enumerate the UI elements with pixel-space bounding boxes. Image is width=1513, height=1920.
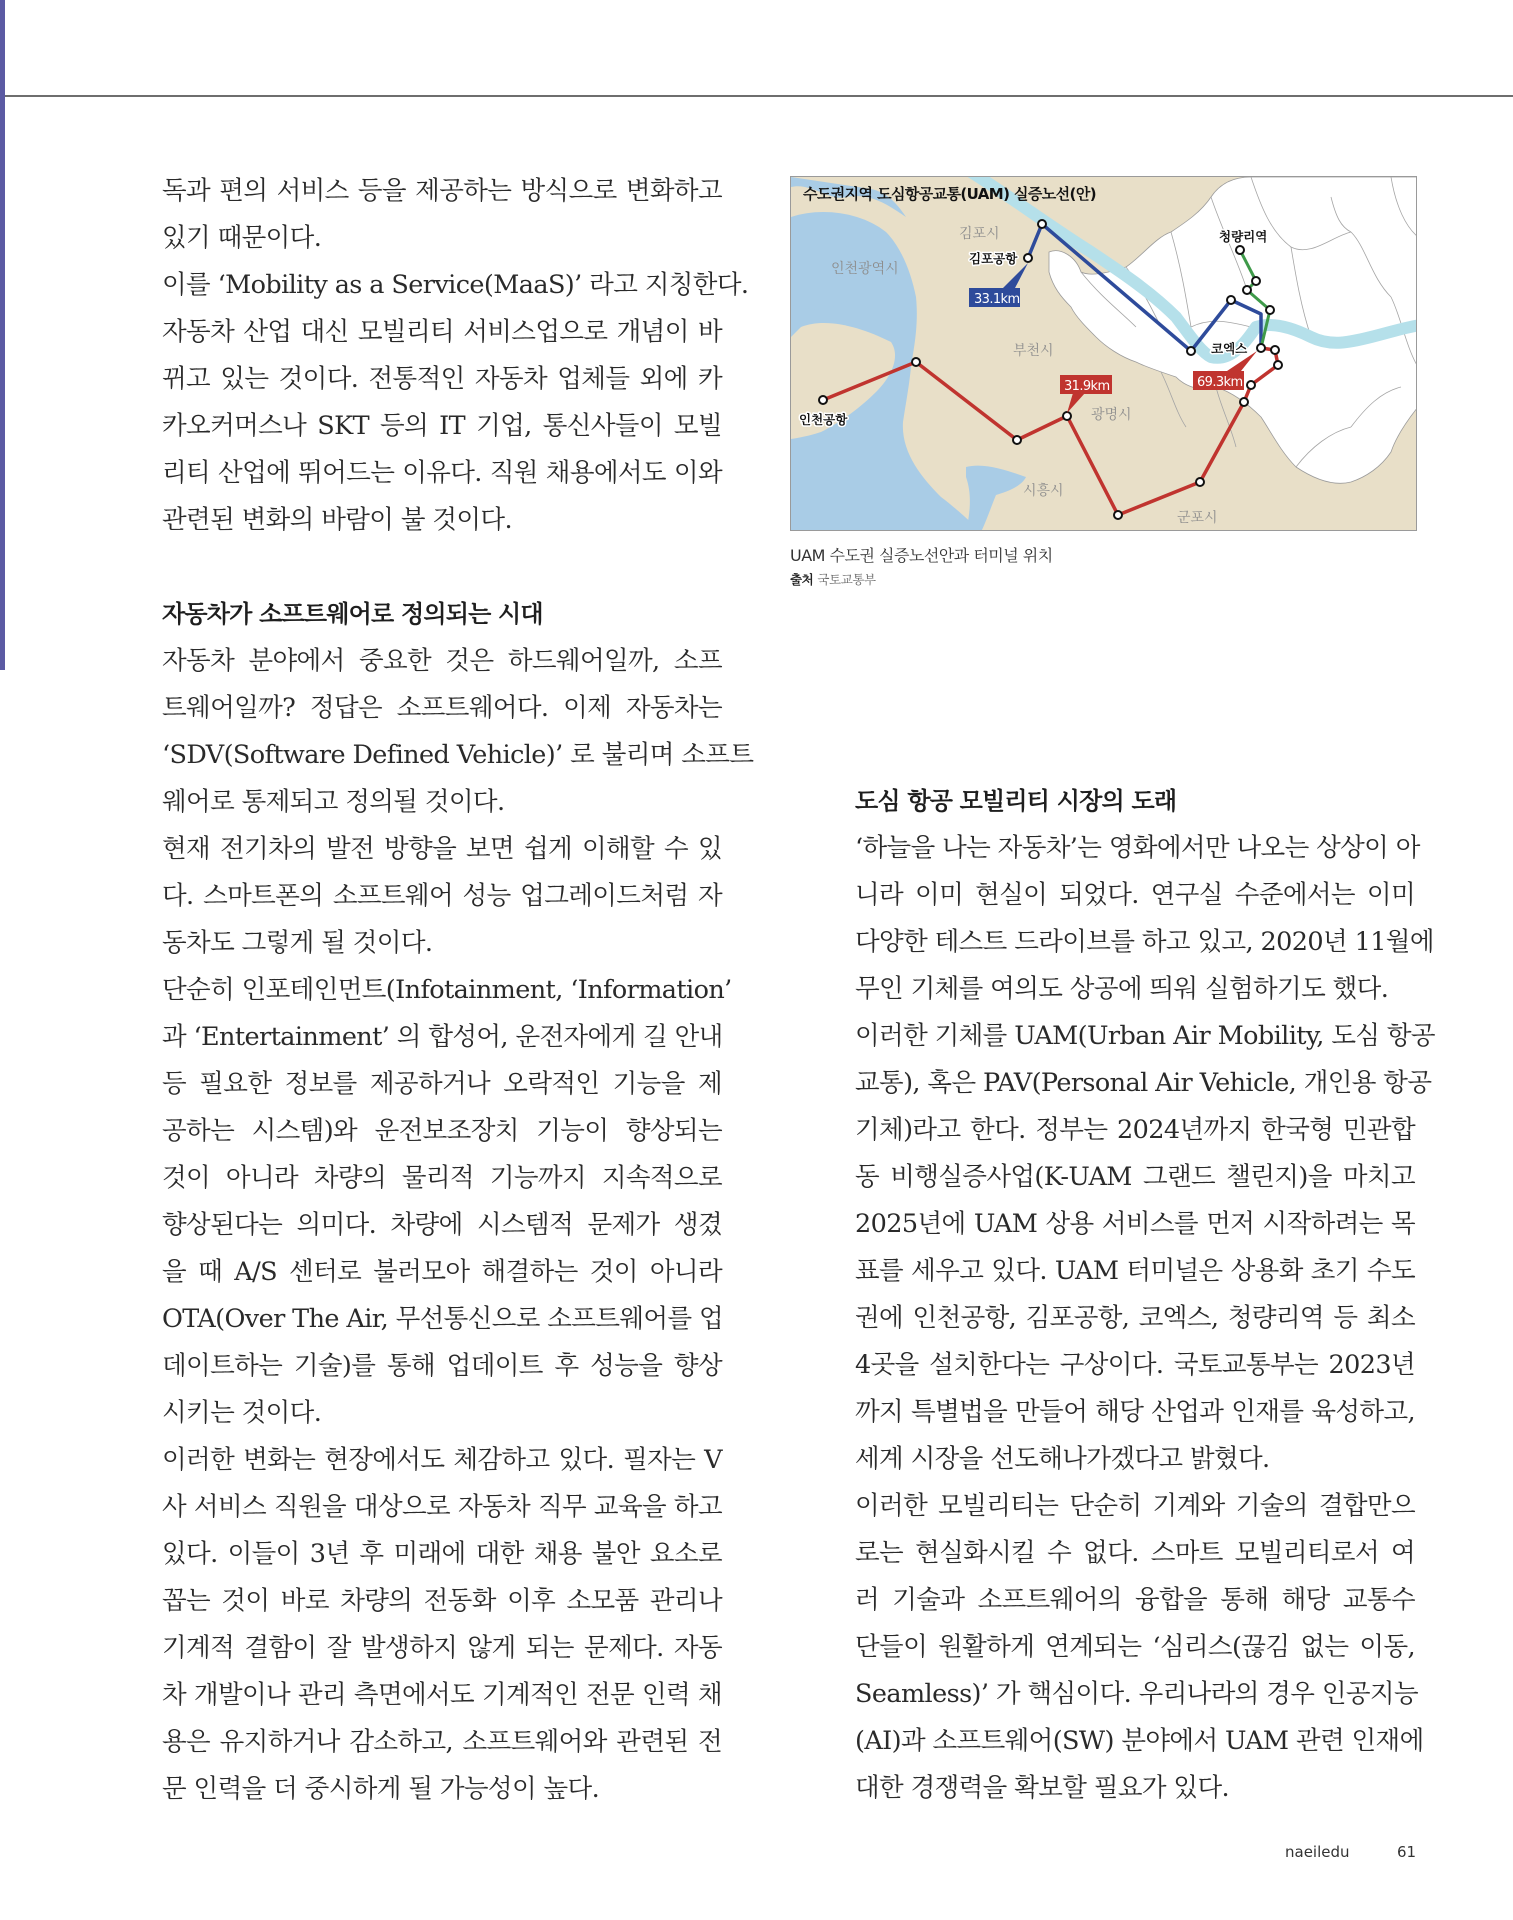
text-line: (AI)과 소프트웨어(SW) 분야에서 UAM 관련 인재에 [855, 1726, 1424, 1756]
section-heading: 도심 항공 모빌리티 시장의 도래 [855, 787, 1177, 815]
text-line: 향상된다는 의미다. 차량에 시스템적 문제가 생겼 [162, 1210, 722, 1240]
section-heading: 자동차가 소프트웨어로 정의되는 시대 [162, 600, 543, 628]
text-line: 이를 ‘Mobility as a Service(MaaS)’ 라고 지칭한다. [162, 270, 749, 300]
waypoint-marker [1247, 381, 1255, 389]
text-line: 있다. 이들이 3년 후 미래에 대한 채용 불안 요소로 [162, 1539, 722, 1569]
stop-label-gimpo-airport: 김포공항 [969, 251, 1018, 266]
text-line: 독과 편의 서비스 등을 제공하는 방식으로 변화하고 [162, 176, 722, 206]
stop-marker-coex [1257, 344, 1265, 352]
text-line: 러 기술과 소프트웨어의 융합을 통해 해당 교통수 [855, 1585, 1415, 1615]
text-line: 차 개발이나 관리 측면에서도 기계적인 전문 인력 채 [162, 1680, 722, 1710]
waypoint-marker [1240, 398, 1248, 406]
waypoint-marker [1274, 361, 1282, 369]
text-line: 꼽는 것이 바로 차량의 전동화 이후 소모품 관리나 [162, 1586, 722, 1616]
text-line: 4곳을 설치한다는 구상이다. 국토교통부는 2023년 [855, 1350, 1415, 1380]
text-line: 데이트하는 기술)를 통해 업데이트 후 성능을 향상 [162, 1351, 722, 1381]
text-line: 교통), 혹은 PAV(Personal Air Vehicle, 개인용 항공 [855, 1068, 1432, 1098]
text-line: 동차도 그렇게 될 것이다. [162, 928, 433, 958]
text-line: 문 인력을 더 중시하게 될 가능성이 높다. [162, 1774, 600, 1804]
text-line: 공하는 시스템)와 운전보조장치 기능이 향상되는 [162, 1116, 722, 1146]
text-line: 2025년에 UAM 상용 서비스를 먼저 시작하려는 목 [855, 1209, 1415, 1239]
text-line: 세계 시장을 선도해나가겠다고 밝혔다. [855, 1444, 1270, 1474]
text-line: 웨어로 통제되고 정의될 것이다. [162, 787, 505, 817]
region-label-incheon: 인천광역시 [831, 261, 899, 277]
text-line: 단들이 원활하게 연계되는 ‘심리스(끊김 없는 이동, [855, 1632, 1415, 1662]
text-line: 이러한 모빌리티는 단순히 기계와 기술의 결합만으 [855, 1491, 1415, 1521]
distance-label-incheon: 31.9km [1064, 379, 1110, 394]
footer-brand: naeiledu [1285, 1843, 1350, 1861]
text-line: 있기 때문이다. [162, 223, 322, 253]
text-line: Seamless)’ 가 핵심이다. 우리나라의 경우 인공지능 [855, 1679, 1418, 1709]
stop-marker-cheongnyangni [1236, 246, 1244, 254]
text-line: 과 ‘Entertainment’ 의 합성어, 운전자에게 길 안내 [162, 1022, 723, 1052]
region-label-bucheon: 부천시 [1013, 343, 1054, 359]
text-line: 시키는 것이다. [162, 1398, 322, 1428]
stop-label-cheongnyangni: 청량리역 [1219, 229, 1268, 244]
text-line: 이러한 변화는 현장에서도 체감하고 있다. 필자는 V [162, 1445, 722, 1475]
waypoint-marker [1063, 412, 1071, 420]
text-line: 현재 전기차의 발전 방향을 보면 쉽게 이해할 수 있 [162, 834, 722, 864]
text-line: 기계적 결함이 잘 발생하지 않게 되는 문제다. 자동 [162, 1633, 722, 1663]
left-column [162, 168, 754, 1813]
source-name: 국토교통부 [817, 572, 876, 587]
text-line: 까지 특별법을 만들어 해당 산업과 인재를 육성하고, [855, 1397, 1415, 1427]
text-line: 것이 아니라 차량의 물리적 기능까지 지속적으로 [162, 1163, 722, 1193]
text-line: 무인 기체를 여의도 상공에 띄워 실험하기도 했다. [855, 974, 1389, 1004]
text-line: ‘하늘을 나는 자동차’는 영화에서만 나오는 상상이 아 [855, 833, 1420, 863]
stop-label-coex: 코엑스 [1211, 341, 1248, 356]
text-line: 리티 산업에 뛰어드는 이유다. 직원 채용에서도 이와 [162, 458, 722, 488]
text-line: 트웨어일까? 정답은 소프트웨어다. 이제 자동차는 [162, 693, 722, 723]
distance-label-coex: 69.3km [1197, 375, 1243, 390]
waypoint-marker [1013, 436, 1021, 444]
map-title: 수도권지역 도심항공교통(UAM) 실증노선(안) [803, 185, 1096, 203]
text-line: 자동차 산업 대신 모빌리티 서비스업으로 개념이 바 [162, 317, 722, 347]
text-line: 동 비행실증사업(K-UAM 그랜드 챌린지)을 마치고 [855, 1162, 1415, 1192]
page-number: 61 [1397, 1843, 1417, 1861]
waypoint-marker [1187, 347, 1195, 355]
region-label-gwangmyeong: 광명시 [1091, 407, 1132, 423]
waypoint-marker [1266, 306, 1274, 314]
text-line: 등 필요한 정보를 제공하거나 오락적인 기능을 제 [162, 1069, 722, 1099]
text-line: OTA(Over The Air, 무선통신으로 소프트웨어를 업 [162, 1304, 724, 1334]
region-label-siheung: 시흥시 [1023, 483, 1064, 499]
waypoint-marker [1227, 296, 1235, 304]
accent-bar [0, 0, 5, 670]
map-graphic [791, 177, 1417, 531]
text-line: 자동차 분야에서 중요한 것은 하드웨어일까, 소프 [162, 646, 722, 676]
region-label-gunpo: 군포시 [1177, 510, 1218, 526]
figure-source [790, 570, 876, 588]
right-column [855, 778, 1435, 1812]
text-line: 표를 세우고 있다. UAM 터미널은 상용화 초기 수도 [855, 1256, 1415, 1286]
text-line: 관련된 변화의 바람이 불 것이다. [162, 505, 512, 535]
region-label-gimpo: 김포시 [959, 226, 1000, 242]
figure-caption: UAM 수도권 실증노선안과 터미널 위치 [790, 546, 1053, 565]
waypoint-marker [1271, 346, 1279, 354]
text-line: 기체)라고 한다. 정부는 2024년까지 한국형 민관합 [855, 1115, 1415, 1145]
text-line: 니라 이미 현실이 되었다. 연구실 수준에서는 이미 [855, 880, 1415, 910]
uam-route-map [790, 176, 1417, 531]
source-label: 출처 [790, 572, 814, 587]
text-line: 단순히 인포테인먼트(Infotainment, ‘Information’ [162, 975, 732, 1005]
text-line: 뀌고 있는 것이다. 전통적인 자동차 업체들 외에 카 [162, 364, 722, 394]
stop-marker-incheon-airport [819, 396, 827, 404]
text-line: 이러한 기체를 UAM(Urban Air Mobility, 도심 항공 [855, 1021, 1435, 1051]
waypoint-marker [1038, 220, 1046, 228]
text-line: 다양한 테스트 드라이브를 하고 있고, 2020년 11월에 [855, 927, 1434, 957]
text-line: 을 때 A/S 센터로 불러모아 해결하는 것이 아니라 [162, 1257, 722, 1287]
text-line: 권에 인천공항, 김포공항, 코엑스, 청량리역 등 최소 [855, 1303, 1415, 1333]
waypoint-marker [1252, 277, 1260, 285]
text-line: 로는 현실화시킬 수 없다. 스마트 모빌리티로서 여 [855, 1538, 1415, 1568]
stop-marker-gimpo-airport [1024, 254, 1032, 262]
header-divider [5, 95, 1513, 97]
section-paragraphs [162, 638, 754, 1813]
text-line: 카오커머스나 SKT 등의 IT 기업, 통신사들이 모빌 [162, 411, 722, 441]
text-line: 용은 유지하거나 감소하고, 소프트웨어와 관련된 전 [162, 1727, 722, 1757]
text-line: 대한 경쟁력을 확보할 필요가 있다. [855, 1773, 1229, 1803]
intro-paragraphs [162, 168, 749, 544]
waypoint-marker [1243, 286, 1251, 294]
waypoint-marker [1114, 511, 1122, 519]
text-line: ‘SDV(Software Defined Vehicle)’ 로 불리며 소프트 [162, 740, 754, 770]
waypoint-marker [1196, 478, 1204, 486]
stop-label-incheon-airport: 인천공항 [799, 412, 848, 427]
waypoint-marker [912, 358, 920, 366]
text-line: 다. 스마트폰의 소프트웨어 성능 업그레이드처럼 자 [162, 881, 722, 911]
distance-label-gimpo: 33.1km [974, 292, 1020, 307]
text-line: 사 서비스 직원을 대상으로 자동차 직무 교육을 하고 [162, 1492, 722, 1522]
